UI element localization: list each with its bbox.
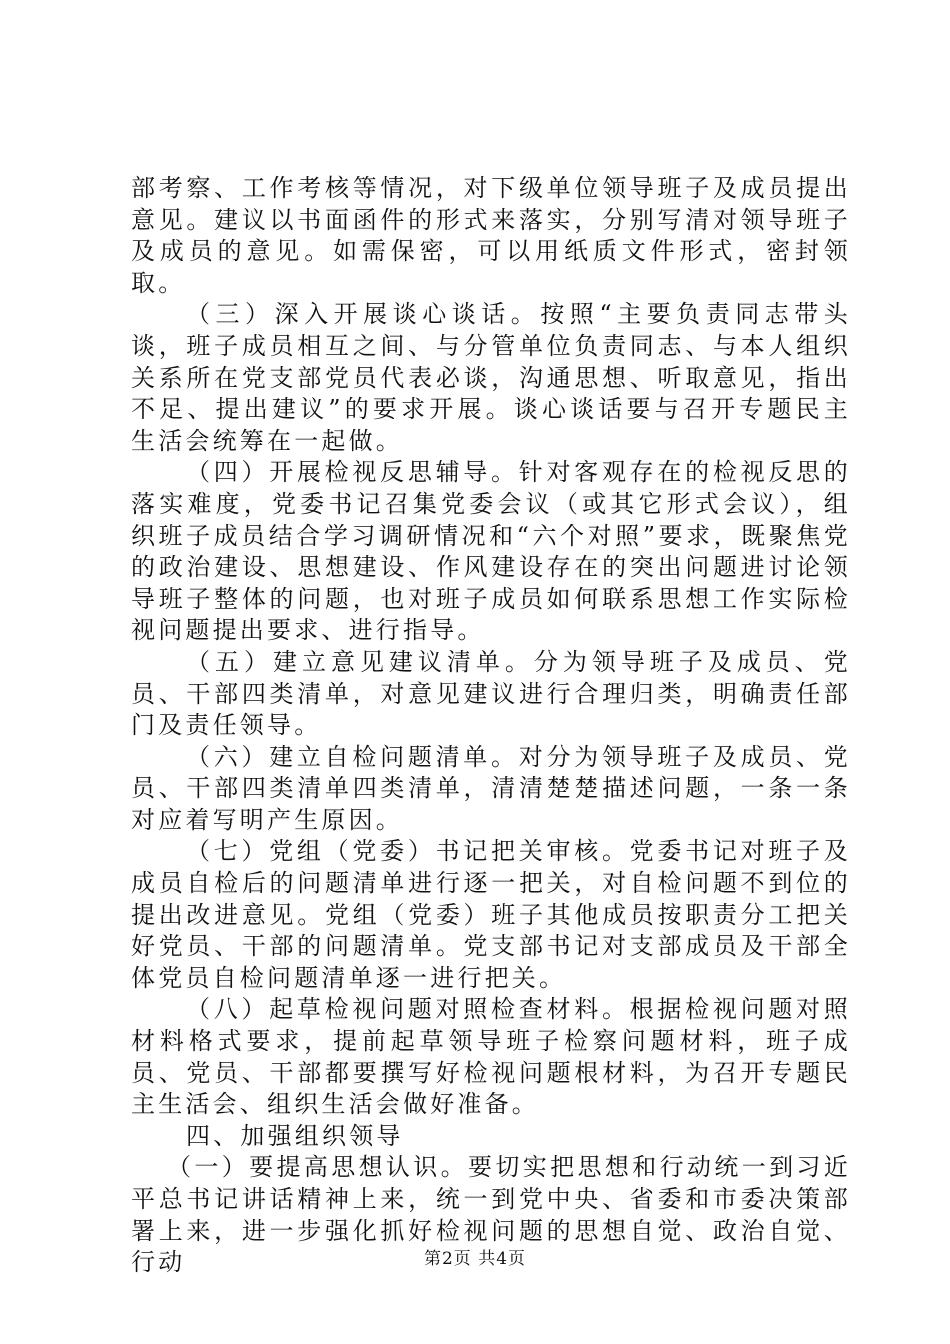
page-footer: 第2页 共4页 bbox=[423, 1249, 527, 1269]
paragraph-section-8: （八）起草检视问题对照检查材料。根据检视问题对照材料格式要求，提前起草领导班子检察问题材料，班子成员、党员、干部都要撰写好检视问题根材料，为召开专题民主生活会、组织生活会做好准备。 bbox=[131, 995, 851, 1119]
paragraph-part-4-item-1: （一）要提高思想认识。要切实把思想和行动统一到习近平总书记讲话精神上来，统一到党中央、省委和市委决策部署上来，进一步强化抓好检视问题的思想自觉、政治自觉、行动 bbox=[131, 1153, 851, 1277]
paragraph-continuation: 部考察、工作考核等情况，对下级单位领导班子及成员提出意见。建议以书面函件的形式来落实，分别写清对领导班子及成员的意见。如需保密，可以用纸质文件形式，密封领取。 bbox=[131, 174, 851, 297]
paragraph-section-5: （五）建立意见建议清单。分为领导班子及成员、党员、干部四类清单，对意见建议进行合理归类，明确责任部门及责任领导。 bbox=[131, 647, 851, 740]
paragraph-section-4: （四）开展检视反思辅导。针对客观存在的检视反思的落实难度，党委书记召集党委会议（或其它形式会议），组织班子成员结合学习调研情况和“六个对照”要求，既聚焦党的政治建设、思想建设、作风建设存在的突出问题进讨论领导班子整体的问题，也对班子成员如何联系思想工作实际检视问题提出要求、进行指导。 bbox=[131, 458, 851, 645]
paragraph-section-3: （三）深入开展谈心谈话。按照“主要负责同志带头谈，班子成员相互之间、与分管单位负责同志、与本人组织关系所在党支部党员代表必谈，沟通思想、听取意见，指出不足、提出建议”的要求开展。谈心谈话要与召开专题民主生活会统筹在一起做。 bbox=[131, 300, 851, 455]
paragraph-section-7: （七）党组（党委）书记把关审核。党委书记对班子及成员自检后的问题清单进行逐一把关，对自检问题不到位的提出改进意见。党组（党委）班子其他成员按职责分工把关好党员、干部的问题清单。党支部书记对支部成员及干部全体党员自检问题清单逐一进行把关。 bbox=[131, 837, 851, 992]
heading-part-4: 四、加强组织领导 bbox=[186, 1121, 404, 1150]
document-body bbox=[131, 173, 851, 1279]
paragraph-section-6: （六）建立自检问题清单。对分为领导班子及成员、党员、干部四类清单四类清单，清清楚楚描述问题，一条一条对应着写明产生原因。 bbox=[131, 742, 851, 834]
